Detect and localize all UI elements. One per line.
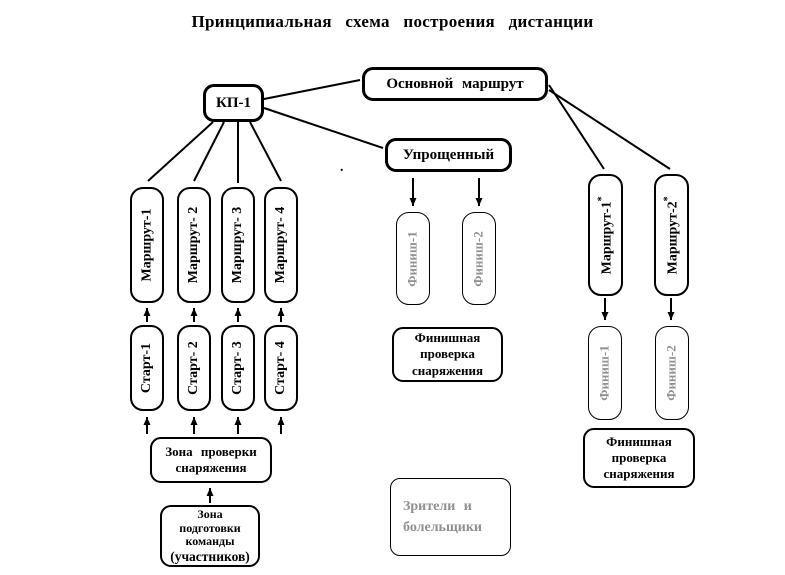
connector-kp1-route2 [194, 122, 224, 181]
mid-finish-check-line-1: Финишная [414, 330, 481, 346]
node-mid-finish-2-label: Финиш-2 [471, 230, 487, 287]
node-right-finish-2-label: Финиш-2 [664, 345, 680, 401]
node-start-4 [264, 325, 298, 411]
node-mid-finish-check-text [412, 330, 483, 379]
node-prep-zone-text [170, 508, 250, 563]
node-mid-finish-1-label: Финиш-1 [405, 230, 421, 287]
prep-zone-line-1: Зона [197, 507, 223, 522]
spectators-line-2: болельщики [403, 520, 482, 535]
node-route-2 [177, 187, 211, 303]
connector-kp1-route4 [250, 122, 281, 181]
node-route-4-label: Маршрут- 4 [273, 206, 288, 284]
node-kp1 [203, 84, 264, 122]
node-equipment-check-text [165, 444, 257, 477]
node-start-4-label: Старт- 4 [273, 341, 288, 395]
mid-finish-check-line-2: проверка [420, 346, 475, 362]
node-route-1-star-label [596, 196, 615, 274]
node-start-2-label: Старт- 2 [186, 341, 201, 395]
connector-kp1-route1 [148, 122, 213, 181]
node-right-finish-check [583, 428, 695, 488]
node-mid-finish-check [392, 327, 503, 382]
node-spectators [390, 478, 511, 556]
node-main-route [362, 67, 548, 101]
prep-zone-line-2: подготовки [179, 520, 241, 535]
node-simplified [385, 138, 512, 172]
node-route-3-label: Маршрут- 3 [230, 206, 245, 284]
spectators-line-1: Зрители и [403, 499, 472, 514]
connector-kp1-simplified [264, 108, 383, 148]
node-start-2 [177, 325, 211, 411]
connector-main-route2s [549, 90, 670, 169]
route-2-star-text: Маршрут-2 [664, 201, 680, 274]
route-2-star-sup: * [662, 196, 674, 202]
right-finish-check-line-1: Финишная [606, 433, 672, 449]
equipment-check-line-1: Зона проверки [165, 443, 257, 459]
connector-kp1-main [264, 80, 360, 99]
node-kp1-label: КП-1 [215, 94, 252, 111]
node-equipment-check [150, 437, 272, 483]
node-start-3-label: Старт- 3 [230, 341, 245, 395]
node-route-2-star-label [662, 196, 681, 274]
node-route-2-label: Маршрут- 2 [186, 206, 201, 284]
node-route-1-label: Маршрут-1 [139, 208, 154, 282]
route-1-star-text: Маршрут-1 [598, 201, 614, 274]
stray-dot: . [340, 160, 344, 175]
node-right-finish-2 [655, 326, 689, 420]
node-route-1-star [588, 174, 623, 296]
connector-main-route1s [549, 85, 604, 169]
node-prep-zone [160, 505, 260, 567]
node-right-finish-check-text [603, 434, 674, 483]
node-route-1 [130, 187, 164, 303]
node-simplified-label: Упрощенный [402, 146, 495, 163]
node-route-2-star [654, 174, 689, 296]
node-main-route-label: Основной маршрут [386, 75, 524, 92]
node-mid-finish-2 [462, 212, 496, 305]
prep-zone-line-4: (участников) [170, 548, 250, 564]
diagram-title: Принципиальная схема построения дистанции [191, 12, 594, 31]
route-1-star-sup: * [596, 196, 608, 202]
node-start-3 [221, 325, 255, 411]
node-spectators-text [403, 496, 482, 538]
mid-finish-check-line-3: снаряжения [411, 362, 484, 378]
right-finish-check-line-3: снаряжения [603, 466, 675, 482]
prep-zone-line-3: команды [185, 534, 235, 549]
node-route-4 [264, 187, 298, 303]
node-route-3 [221, 187, 255, 303]
node-start-1 [130, 325, 164, 411]
right-finish-check-line-2: проверка [611, 449, 667, 465]
node-mid-finish-1 [396, 212, 430, 305]
node-right-finish-1 [588, 326, 622, 420]
node-right-finish-1-label: Финиш-1 [597, 345, 613, 401]
equipment-check-line-2: снаряжения [175, 460, 247, 475]
node-start-1-label: Старт-1 [139, 342, 154, 394]
